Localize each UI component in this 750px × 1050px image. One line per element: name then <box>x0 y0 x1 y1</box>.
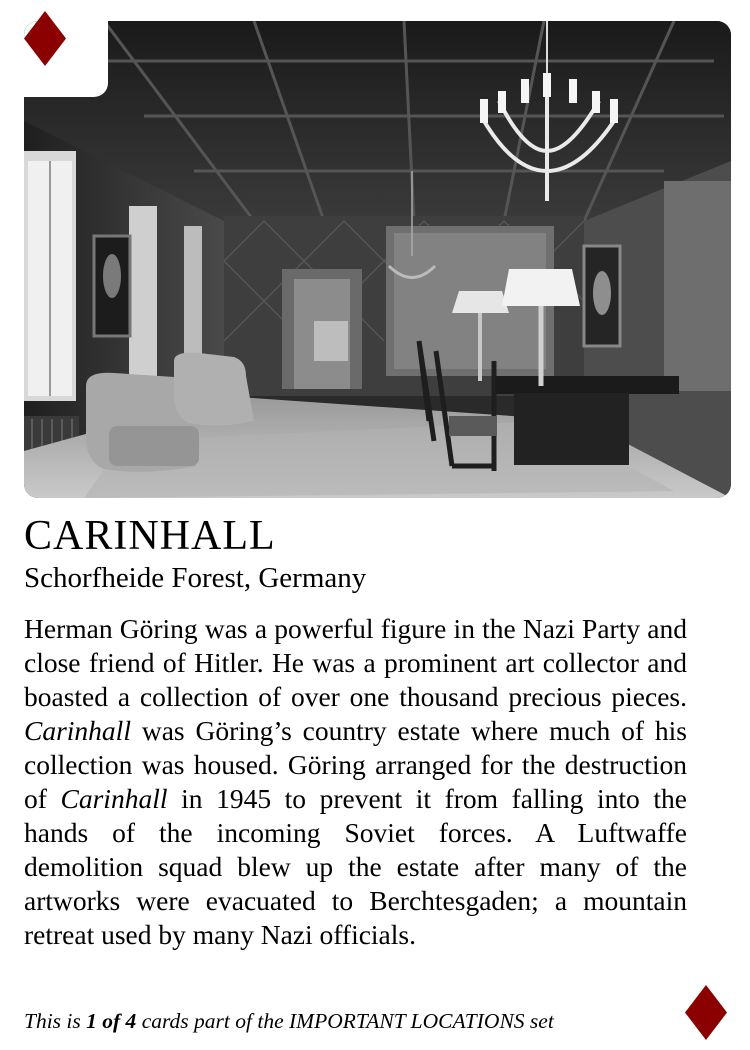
estate-name-italic: Carinhall <box>60 783 168 814</box>
card-subtitle: Schorfheide Forest, Germany <box>24 562 367 594</box>
footer-prefix: This is <box>24 1009 87 1033</box>
card-count: 1 of 4 <box>86 1009 137 1033</box>
card-photo <box>24 21 731 498</box>
description-segment: in 1945 to prevent it from falling into the hands of the incoming Soviet forces. A Luftwaffe demolition squad blew up the estate after many of the artworks were evacuated to Berchtesgaden; a mountain retreat used by many Nazi officials. <box>24 783 687 950</box>
description-segment: Herman Göring was a powerful figure in the Nazi Party and close friend of Hitler. He was a prominent art collector and boasted a collection of over one thousand precious pieces. <box>24 613 687 712</box>
set-name: IMPORTANT LOCATIONS <box>289 1009 525 1033</box>
footer-middle: cards part of the <box>136 1009 289 1033</box>
estate-name-italic: Carinhall <box>24 715 131 746</box>
interior-hall-photo <box>24 21 731 498</box>
card-title: CARINHALL <box>24 513 276 559</box>
set-info-footer <box>24 1007 554 1035</box>
diamond-icon <box>685 985 727 1040</box>
card-description <box>24 612 687 952</box>
footer-suffix: set <box>524 1009 554 1033</box>
description-segment: was Göring’s country estate where much of his collection was housed. Göring arranged for the destruction of <box>24 715 687 814</box>
diamond-icon <box>24 11 66 66</box>
